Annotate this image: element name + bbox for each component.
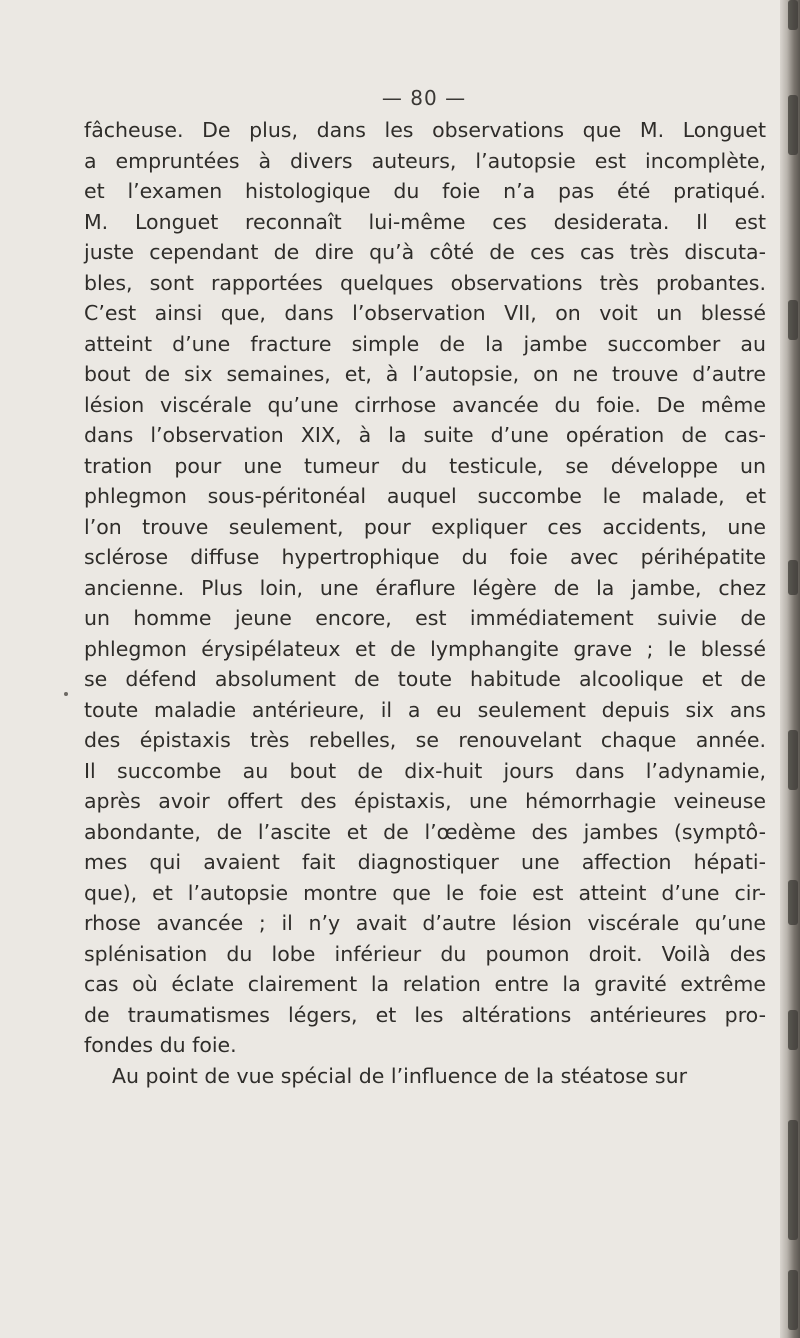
text-line: des épistaxis très rebelles, se renouvelant chaque année. <box>84 728 766 752</box>
text-line: que), et l’autopsie montre que le foie est atteint d’une cir- <box>84 880 766 905</box>
edge-mark <box>788 560 798 595</box>
text-line: après avoir offert des épistaxis, une hémorrhagie veineuse <box>84 789 766 813</box>
text-line: fondes du foie. <box>84 1033 237 1057</box>
edge-mark <box>788 0 798 30</box>
text-line: bles, sont rapportées quelques observations très probantes. <box>84 270 766 295</box>
edge-mark <box>788 1010 798 1050</box>
text-line: de traumatismes légers, et les altérations antérieures pro- <box>84 1002 766 1027</box>
edge-mark <box>788 300 798 340</box>
edge-mark <box>788 880 798 925</box>
paper-speck <box>64 692 68 696</box>
page-number: — 80 — <box>381 86 467 110</box>
text-line: juste cependant de dire qu’à côté de ces cas très discuta- <box>84 240 766 264</box>
text-line: phlegmon sous-péritonéal auquel succombe le malade, et <box>84 484 766 508</box>
text-line: toute maladie antérieure, il a eu seulement depuis six ans <box>84 697 766 722</box>
text-line: rhose avancée ; il n’y avait d’autre lésion viscérale qu’une <box>84 911 766 935</box>
text-line: atteint d’une fracture simple de la jambe succomber au <box>84 331 766 356</box>
text-line: se défend absolument de toute habitude alcoolique et de <box>84 667 766 691</box>
text-line: sclérose diffuse hypertrophique du foie avec périhépatite <box>84 545 766 569</box>
text-line: fâcheuse. De plus, dans les observations que M. Longuet <box>84 118 766 142</box>
text-line: et l’examen histologique du foie n’a pas été pratiqué. <box>84 179 766 203</box>
text-line: Au point de vue spécial de l’influence de la stéatose sur <box>112 1063 688 1088</box>
page-edge-shadow <box>780 0 800 1338</box>
body-text <box>84 115 766 1091</box>
text-line: l’on trouve seulement, pour expliquer ces accidents, une <box>84 514 766 539</box>
text-line: tration pour une tumeur du testicule, se développe un <box>84 453 766 478</box>
text-line: lésion viscérale qu’une cirrhose avancée du foie. De même <box>84 392 766 417</box>
text-line: bout de six semaines, et, à l’autopsie, on ne trouve d’autre <box>84 362 766 386</box>
text-line: phlegmon érysipélateux et de lymphangite grave ; le blessé <box>84 636 766 661</box>
text-line: a empruntées à divers auteurs, l’autopsie est incomplète, <box>84 148 766 173</box>
text-line: ancienne. Plus loin, une éraflure légère de la jambe, chez <box>84 575 766 600</box>
text-line: cas où éclate clairement la relation entre la gravité extrême <box>84 972 766 996</box>
text-line: dans l’observation XIX, à la suite d’une opération de cas- <box>84 423 766 447</box>
text-line: abondante, de l’ascite et de l’œdème des jambes (symptô- <box>84 819 766 844</box>
text-line: C’est ainsi que, dans l’observation VII, on voit un blessé <box>84 301 766 325</box>
text-line: Il succombe au bout de dix-huit jours dans l’adynamie, <box>84 758 766 783</box>
text-line: splénisation du lobe inférieur du poumon droit. Voilà des <box>84 941 766 966</box>
edge-mark <box>788 1120 798 1240</box>
edge-mark <box>788 1270 798 1330</box>
text-line: mes qui avaient fait diagnostiquer une affection hépati- <box>84 850 766 874</box>
edge-mark <box>788 730 798 790</box>
text-line: M. Longuet reconnaît lui-même ces desiderata. Il est <box>84 209 766 234</box>
text-line: un homme jeune encore, est immédiatement suivie de <box>84 606 766 630</box>
